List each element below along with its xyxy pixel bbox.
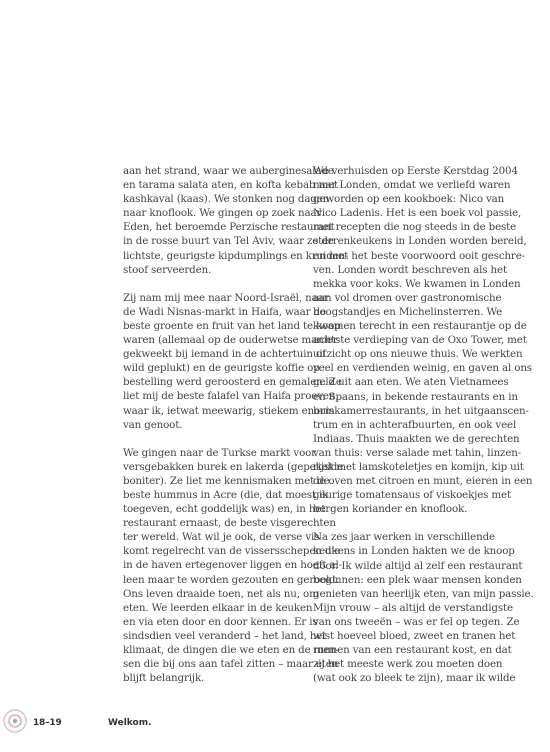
- text-line: liet mij de beste falafel van Haifa proeven,: [123, 390, 339, 403]
- text-line: waren (allemaal op de ouderwetse manier: [123, 334, 338, 347]
- text-line: en met het beste voorwoord ooit geschre-: [313, 249, 525, 262]
- text-line: de Wadi Nisnas-markt in Haifa, waar de: [123, 305, 326, 318]
- text-line: huiskamerrestaurants, in het uitgaanscen-: [313, 404, 529, 417]
- text-line: lichtste, geurigste kipdumplings en kruiden-: [123, 249, 349, 262]
- text-line: gekweekt bij iemand in de achtertuin of: [123, 348, 326, 361]
- text-line: We gingen naar de Turkse markt voor: [123, 446, 316, 459]
- text-line: geurige tomatensaus of viskoekjes met: [313, 489, 511, 502]
- text-line: runnen van een restaurant kost, en dat: [313, 644, 512, 657]
- text-line: van genoot.: [123, 418, 183, 431]
- text-line: boniter). Ze liet me kennismaken met de: [123, 474, 330, 487]
- text-line: Na zes jaar werken in verschillende: [313, 531, 495, 544]
- text-line: ter wereld. Wat wil je ook, de verse vis: [123, 531, 320, 544]
- text-line: Eden, het beroemde Perzische restaurant: [123, 221, 335, 234]
- text-line: Indiaas. Thuis maakten we de gerechten: [313, 432, 520, 445]
- text-line: in de haven ertegenover liggen en hoeft al-: [123, 559, 342, 572]
- page-numbers: 18–19: [33, 718, 62, 728]
- text-line: door. Ik wilde altijd al zelf een restaurant: [313, 559, 523, 572]
- text-line: wist hoeveel bloed, zweet en tranen het: [313, 630, 516, 642]
- text-line: in de rosse buurt van Tel Aviv, waar ze de: [123, 235, 334, 248]
- right-text-column: [313, 164, 534, 699]
- text-line: trum en in achterafbuurten, en ook veel: [313, 418, 517, 431]
- text-line: en via eten door en door kennen. Er is: [123, 615, 318, 628]
- left-paragraph-3: [123, 446, 344, 686]
- text-line: stoof serveerden.: [123, 263, 212, 276]
- left-paragraph-1: [123, 164, 349, 277]
- text-line: geld uit aan eten. We aten Vietnamees: [313, 376, 509, 389]
- text-line: wild geplukt) en de geurigste koffie op: [123, 362, 320, 375]
- text-line: zij het meeste werk zou moeten doen: [313, 658, 503, 671]
- text-line: naar knoflook. We gingen op zoek naar: [123, 207, 322, 220]
- text-line: leen maar te worden gezouten en gerookt.: [123, 573, 340, 586]
- text-line: toegeven, echt goddelijk was) en, in het: [123, 503, 326, 516]
- text-line: bergen koriander en knoflook.: [313, 503, 468, 516]
- text-line: komt regelrecht van de vissersschepen die: [123, 545, 341, 558]
- left-paragraph-2: [123, 291, 342, 432]
- right-paragraph-1: [313, 164, 533, 516]
- text-line: sterrenkeukens in Londen worden bereid,: [313, 235, 527, 248]
- text-line: van thuis: verse salade met tahin, linzen-: [313, 446, 522, 459]
- text-line: ven. Londen wordt beschreven als het: [313, 263, 507, 276]
- watermark-logo-icon: [2, 708, 28, 734]
- text-line: klimaat, de dingen die we eten en de men-: [123, 644, 340, 656]
- text-line: en Spaans, in bekende restaurants en in: [313, 390, 518, 403]
- text-line: naar Londen, omdat we verliefd waren: [313, 179, 511, 192]
- text-line: rijst met lamskoteletjes en komijn, kip uit: [313, 460, 524, 473]
- text-line: hoogstandjes en Michelinsterren. We: [313, 305, 503, 318]
- text-line: Mijn vrouw – als altijd de verstandigste: [313, 601, 513, 614]
- left-text-column: [123, 164, 349, 699]
- text-line: sen die bij ons aan tafel zitten – maar eten: [123, 658, 339, 671]
- text-line: aan vol dromen over gastronomische: [313, 291, 502, 304]
- text-line: aan het strand, waar we auberginesalade: [123, 165, 334, 177]
- text-line: keukens in Londen hakten we de knoop: [313, 545, 515, 558]
- text-line: eten. We leerden elkaar in de keuken: [123, 601, 313, 614]
- text-line: versgebakken burek en lakerda (gepekelde: [123, 460, 344, 473]
- text-line: achtste verdieping van de Oxo Tower, met: [313, 334, 527, 347]
- right-paragraph-2: [313, 530, 534, 685]
- text-line: genieten van heerlijk eten, van mijn passie.: [313, 587, 534, 600]
- text-line: waar ik, ietwat meewarig, stiekem enorm: [123, 404, 335, 417]
- section-title: Welkom.: [108, 718, 152, 728]
- text-line: beste groente en fruit van het land te koop: [123, 319, 341, 332]
- text-line: geworden op een kookboek: Nico van: [313, 193, 505, 206]
- text-line: Nico Ladenis. Het is een boek vol passie,: [313, 207, 522, 220]
- text-line: mekka voor koks. We kwamen in Londen: [313, 277, 521, 290]
- text-line: kashkaval (kaas). We stonken nog dagen: [123, 193, 330, 206]
- text-line: met recepten die nog steeds in de beste: [313, 221, 517, 234]
- text-line: restaurant ernaast, de beste visgerechten: [123, 517, 336, 530]
- text-line: blijft belangrijk.: [123, 672, 205, 685]
- text-line: beste hummus in Acre (die, dat moest ik: [123, 488, 329, 501]
- text-line: beginnen: een plek waar mensen konden: [313, 573, 522, 586]
- text-line: kwamen terecht in een restaurantje op de: [313, 320, 527, 333]
- text-line: de oven met citroen en munt, eieren in een: [313, 475, 533, 488]
- text-line: uitzicht op ons nieuwe thuis. We werkten: [313, 348, 523, 361]
- text-line: sindsdien veel veranderd – het land, het: [123, 629, 327, 642]
- text-line: veel en verdienden weinig, en gaven al ons: [313, 362, 532, 375]
- text-line: van ons tweeën – was er fel op tegen. Ze: [313, 615, 520, 628]
- text-line: bestelling werd geroosterd en gemalen. Ze: [123, 376, 342, 389]
- text-line: Zij nam mij mee naar Noord-Israël, naar: [123, 291, 329, 304]
- text-line: en tarama salata aten, en kofta kebab met: [123, 179, 339, 192]
- text-line: (wat ook zo bleek te zijn), maar ik wilde: [313, 672, 516, 685]
- text-line: We verhuisden op Eerste Kerstdag 2004: [313, 165, 518, 177]
- text-line: Ons leven draaide toen, net als nu, om: [123, 587, 319, 600]
